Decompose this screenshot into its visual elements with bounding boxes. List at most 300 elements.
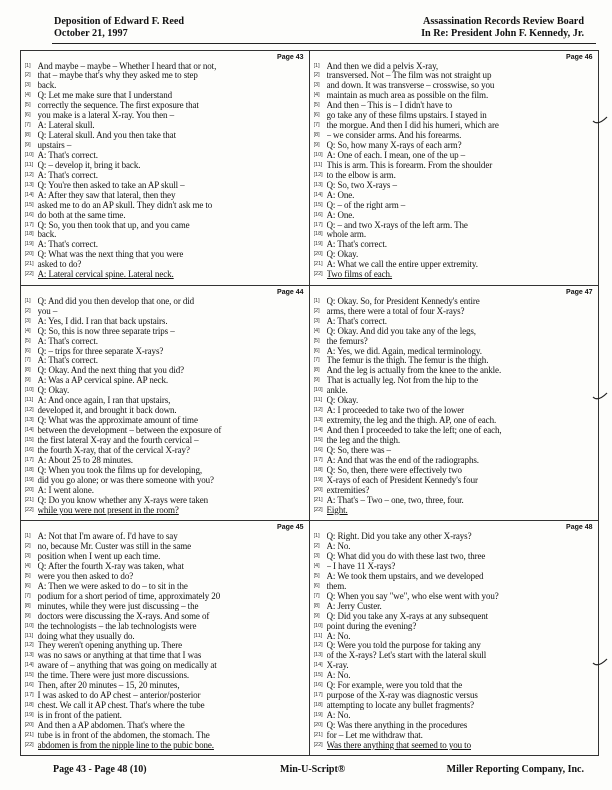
line-number: [12] bbox=[24, 171, 34, 178]
transcript-line bbox=[25, 101, 304, 111]
line-number: [2] bbox=[24, 543, 31, 550]
transcript-line bbox=[314, 661, 593, 671]
line-number: [13] bbox=[313, 417, 323, 424]
transcript-line bbox=[314, 651, 593, 661]
transcript-line bbox=[314, 356, 593, 366]
panel-page-number: Page 45 bbox=[277, 524, 304, 532]
line-number: [19] bbox=[24, 241, 34, 248]
line-number: [18] bbox=[313, 231, 323, 238]
transcript-line bbox=[25, 260, 304, 270]
line-text: A: We took them upstairs, and we developed bbox=[326, 571, 484, 581]
line-text: A: That's correct. bbox=[37, 150, 98, 160]
line-number: [21] bbox=[24, 496, 34, 503]
line-text: Was there anything that seemed to you to bbox=[326, 740, 471, 750]
line-text: abdomen is from the nipple line to the pubic bone. bbox=[37, 740, 214, 750]
footer-company: Miller Reporting Company, Inc. bbox=[446, 764, 584, 775]
line-text: – we consider arms. And his forearms. bbox=[326, 131, 462, 141]
line-text: chest. We call it AP chest. That's where the tube bbox=[37, 701, 205, 711]
line-text: Q: – trips for three separate X-rays? bbox=[37, 346, 164, 356]
line-number: [16] bbox=[24, 211, 34, 218]
transcript-panel bbox=[309, 50, 599, 286]
transcript-line bbox=[314, 260, 593, 270]
transcript-line bbox=[25, 651, 304, 661]
check-mark-icon bbox=[592, 658, 608, 668]
line-text: the femurs? bbox=[326, 336, 368, 346]
line-text: for – Let me withdraw that. bbox=[326, 730, 423, 740]
line-text: arms, there were a total of four X-rays? bbox=[326, 306, 465, 316]
line-text: upstairs – bbox=[37, 141, 72, 150]
line-text: Q: What did you do with these last two, three bbox=[326, 552, 486, 562]
line-number: [21] bbox=[313, 261, 323, 268]
line-text: Q: So, how many X-rays of each arm? bbox=[326, 141, 462, 150]
line-text: A: No. bbox=[326, 542, 351, 552]
line-text: the technologists – the lab technologists were bbox=[37, 621, 197, 631]
line-number: [15] bbox=[24, 672, 34, 679]
line-text: Q: So, there was – bbox=[326, 445, 391, 455]
line-text: extremity, the leg and the thigh. AP, one of each. bbox=[326, 416, 497, 426]
line-text: Eight. bbox=[326, 505, 348, 515]
transcript-line bbox=[314, 121, 593, 131]
line-number: [22] bbox=[313, 506, 323, 513]
line-number: [6] bbox=[24, 347, 31, 354]
line-text: A: After they saw that lateral, then they bbox=[37, 190, 176, 200]
line-number: [7] bbox=[24, 357, 31, 364]
transcript-line bbox=[25, 466, 304, 476]
line-number: [5] bbox=[313, 572, 320, 579]
transcript-panel bbox=[309, 520, 599, 756]
transcript-line bbox=[25, 592, 304, 602]
transcript-line bbox=[25, 562, 304, 572]
line-text: Q: For example, were you told that the bbox=[326, 681, 463, 691]
transcript-line bbox=[25, 542, 304, 552]
transcript-line bbox=[314, 466, 593, 476]
line-text: point during the evening? bbox=[326, 621, 417, 631]
line-text: do both at the same time. bbox=[37, 210, 126, 220]
transcript-line bbox=[25, 111, 304, 121]
check-mark-icon bbox=[592, 116, 608, 126]
line-number: [1] bbox=[24, 297, 31, 304]
case-title: In Re: President John F. Kennedy, Jr. bbox=[421, 28, 584, 39]
transcript-line bbox=[314, 181, 593, 191]
line-number: [17] bbox=[24, 692, 34, 699]
line-text: go take any of these films upstairs. I stayed in bbox=[326, 111, 487, 121]
line-number: [18] bbox=[313, 702, 323, 709]
transcript-line bbox=[25, 691, 304, 701]
transcript-line bbox=[314, 632, 593, 642]
transcript-line bbox=[25, 91, 304, 101]
line-number: [5] bbox=[24, 102, 31, 109]
transcript-line bbox=[25, 506, 304, 516]
line-text: A: What we call the entire upper extremity. bbox=[326, 260, 478, 270]
transcript-line bbox=[314, 562, 593, 572]
line-number: [1] bbox=[313, 533, 320, 540]
line-number: [11] bbox=[313, 632, 323, 639]
line-text: no, because Mr. Custer was still in the same bbox=[37, 542, 192, 552]
transcript-line bbox=[314, 426, 593, 436]
transcript-line bbox=[314, 270, 593, 280]
line-number: [14] bbox=[24, 191, 34, 198]
line-text: That is actually leg. Not from the hip to the bbox=[326, 376, 478, 386]
line-number: [2] bbox=[313, 72, 320, 79]
line-number: [4] bbox=[24, 562, 31, 569]
transcript-line bbox=[25, 71, 304, 81]
transcript-line bbox=[314, 406, 593, 416]
line-text: Q: Lateral skull. And you then take that bbox=[37, 131, 176, 141]
line-text: A: One. bbox=[326, 210, 355, 220]
transcript-line bbox=[314, 711, 593, 721]
line-text: And the leg is actually from the knee to the ankle. bbox=[326, 366, 502, 376]
line-text: Q: When you say "we", who else went with you? bbox=[326, 591, 499, 601]
footer-brand: Min-U-Script® bbox=[280, 764, 346, 775]
transcript-line bbox=[314, 91, 593, 101]
line-text: A: That's correct. bbox=[37, 240, 98, 250]
line-text: while you were not present in the room? bbox=[37, 505, 179, 515]
transcript-line bbox=[314, 396, 593, 406]
header-divider bbox=[52, 43, 596, 44]
line-text: Q: So, you then took that up, and you came bbox=[37, 220, 190, 230]
line-text: maintain as much area as possible on the film. bbox=[326, 91, 489, 101]
panel-page-number: Page 47 bbox=[566, 288, 593, 296]
transcript-line bbox=[25, 230, 304, 240]
line-text: A: Not that I'm aware of. I'd have to say bbox=[37, 532, 178, 542]
deponent-title: Deposition of Edward F. Reed bbox=[54, 16, 185, 27]
transcript-line bbox=[314, 572, 593, 582]
check-mark-icon bbox=[592, 392, 608, 402]
line-number: [20] bbox=[24, 486, 34, 493]
line-text: Q: After the fourth X-ray was taken, what bbox=[37, 561, 184, 571]
transcript-line bbox=[25, 731, 304, 741]
line-number: [3] bbox=[24, 553, 31, 560]
line-text: – I have 11 X-rays? bbox=[326, 561, 396, 571]
transcript-line bbox=[314, 641, 593, 651]
line-text: A: That's – Two – one, two, three, four. bbox=[326, 495, 464, 505]
header-left bbox=[54, 16, 184, 40]
line-number: [14] bbox=[313, 427, 323, 434]
transcript-line bbox=[25, 81, 304, 91]
transcript-line bbox=[25, 62, 304, 72]
line-text: minutes, while they were just discussing – the bbox=[37, 601, 199, 611]
line-number: [18] bbox=[24, 466, 34, 473]
transcript-line bbox=[25, 426, 304, 436]
transcript-line bbox=[314, 436, 593, 446]
transcript-line bbox=[25, 221, 304, 231]
line-text: aware of – anything that was going on medically at bbox=[37, 661, 217, 671]
line-text: whole arm. bbox=[326, 230, 366, 240]
line-number: [11] bbox=[313, 397, 323, 404]
line-text: A: Yes, we did. Again, medical terminology. bbox=[326, 346, 482, 356]
transcript-line bbox=[25, 161, 304, 171]
line-text: Q: Okay. bbox=[37, 386, 70, 396]
line-text: A: That's correct. bbox=[326, 240, 387, 250]
transcript-line bbox=[314, 250, 593, 260]
line-text: you – bbox=[37, 306, 58, 316]
line-number: [16] bbox=[313, 211, 323, 218]
line-number: [8] bbox=[313, 132, 320, 139]
line-number: [10] bbox=[24, 151, 34, 158]
transcript-line bbox=[314, 612, 593, 622]
line-number: [14] bbox=[24, 662, 34, 669]
transcript-panel bbox=[20, 520, 310, 756]
transcript-line bbox=[314, 691, 593, 701]
line-text: Q: So, two X-rays – bbox=[326, 180, 397, 190]
line-number: [8] bbox=[313, 367, 320, 374]
line-number: [9] bbox=[24, 612, 31, 619]
line-text: did you go alone; or was there someone with you? bbox=[37, 475, 214, 485]
line-number: [15] bbox=[313, 201, 323, 208]
line-text: A: Was a AP cervical spine. AP neck. bbox=[37, 376, 169, 386]
panel-page-number: Page 44 bbox=[277, 288, 304, 296]
transcript-line bbox=[314, 622, 593, 632]
transcript-line bbox=[25, 721, 304, 731]
transcript-line bbox=[314, 446, 593, 456]
line-text: attempting to locate any bullet fragments? bbox=[326, 701, 474, 711]
line-text: A: One of each. I mean, one of the up – bbox=[326, 150, 466, 160]
line-number: [6] bbox=[313, 582, 320, 589]
transcript-line bbox=[314, 141, 593, 151]
header-right bbox=[421, 16, 584, 40]
line-number: [8] bbox=[24, 602, 31, 609]
transcript-line bbox=[314, 721, 593, 731]
line-text: Q: Was there anything in the procedures bbox=[326, 720, 468, 730]
line-number: [8] bbox=[24, 367, 31, 374]
transcript-line bbox=[314, 171, 593, 181]
transcript-line bbox=[25, 602, 304, 612]
transcript-line bbox=[314, 151, 593, 161]
transcript-line bbox=[25, 376, 304, 386]
line-text: And then we did a pelvis X-ray, bbox=[326, 61, 439, 71]
line-text: A: No. bbox=[326, 631, 351, 641]
line-number: [16] bbox=[24, 682, 34, 689]
line-number: [9] bbox=[24, 142, 31, 148]
line-number: [19] bbox=[24, 476, 34, 483]
line-text: X-ray. bbox=[326, 661, 349, 671]
line-number: [7] bbox=[24, 122, 31, 129]
transcript-line bbox=[314, 376, 593, 386]
transcript-line bbox=[314, 582, 593, 592]
transcript-line bbox=[25, 711, 304, 721]
transcript-line bbox=[25, 661, 304, 671]
line-text: back. bbox=[37, 81, 57, 91]
transcript-line bbox=[314, 191, 593, 201]
transcript-line bbox=[25, 327, 304, 337]
line-text: extremities? bbox=[326, 485, 370, 495]
transcript-line bbox=[314, 671, 593, 681]
line-number: [10] bbox=[313, 387, 323, 394]
line-text: A: One. bbox=[326, 190, 355, 200]
line-number: [13] bbox=[313, 652, 323, 659]
line-text: A: Then we were asked to do – to sit in the bbox=[37, 581, 188, 591]
line-text: the leg and the thigh. bbox=[326, 435, 401, 445]
transcript-line bbox=[25, 741, 304, 751]
line-text: Q: So, this is now three separate trips – bbox=[37, 326, 175, 336]
line-number: [14] bbox=[24, 427, 34, 434]
line-number: [3] bbox=[24, 82, 31, 89]
line-number: [11] bbox=[24, 397, 34, 404]
line-number: [11] bbox=[24, 161, 34, 168]
transcript-line bbox=[25, 406, 304, 416]
line-text: Q: Did you take any X-rays at any subsequent bbox=[326, 611, 489, 621]
line-number: [19] bbox=[24, 712, 34, 719]
line-text: Q: Okay. So, for President Kennedy's entire bbox=[326, 296, 480, 306]
line-text: purpose of the X-ray was diagnostic versus bbox=[326, 691, 478, 701]
line-text: podium for a short period of time, approximately 20 bbox=[37, 591, 221, 601]
transcript-line bbox=[314, 681, 593, 691]
line-number: [15] bbox=[24, 201, 34, 208]
line-number: [20] bbox=[313, 486, 323, 493]
line-number: [2] bbox=[313, 543, 320, 550]
line-text: Q: Right. Did you take any other X-rays? bbox=[326, 532, 472, 542]
transcript-line bbox=[314, 81, 593, 91]
line-number: [15] bbox=[313, 436, 323, 443]
line-text: A: I proceeded to take two of the lower bbox=[326, 406, 465, 416]
line-number: [22] bbox=[313, 271, 323, 278]
line-number: [6] bbox=[313, 347, 320, 354]
line-number: [6] bbox=[313, 112, 320, 119]
line-number: [9] bbox=[24, 377, 31, 384]
line-number: [14] bbox=[313, 191, 323, 198]
transcript-line bbox=[25, 151, 304, 161]
line-text: Two films of each. bbox=[326, 270, 393, 280]
line-text: that – maybe that's why they asked me to step bbox=[37, 71, 198, 81]
line-number: [22] bbox=[24, 741, 34, 748]
transcript-line bbox=[25, 201, 304, 211]
line-number: [1] bbox=[24, 62, 31, 69]
line-number: [5] bbox=[313, 337, 320, 344]
line-text: Q: So, then, there were effectively two bbox=[326, 465, 462, 475]
transcript-line bbox=[25, 297, 304, 307]
line-text: Q: And did you then develop that one, or did bbox=[37, 296, 195, 306]
transcript-line bbox=[314, 741, 593, 751]
transcript-line bbox=[314, 386, 593, 396]
transcript-line bbox=[25, 191, 304, 201]
transcript-line bbox=[25, 671, 304, 681]
line-number: [1] bbox=[313, 62, 320, 69]
line-number: [4] bbox=[313, 562, 320, 569]
line-text: A: That's correct. bbox=[37, 336, 98, 346]
transcript-line bbox=[25, 211, 304, 221]
line-number: [21] bbox=[24, 731, 34, 738]
line-number: [4] bbox=[24, 92, 31, 99]
line-number: [7] bbox=[313, 357, 320, 364]
line-text: the morgue. And then I did his humeri, which are bbox=[326, 121, 499, 131]
transcript-line bbox=[314, 101, 593, 111]
line-text: ankle. bbox=[326, 386, 348, 396]
transcript-line bbox=[314, 552, 593, 562]
transcript-line bbox=[25, 496, 304, 506]
transcript-line bbox=[25, 632, 304, 642]
transcript-line bbox=[25, 446, 304, 456]
line-text: Q: When you took the films up for developing, bbox=[37, 465, 203, 475]
line-text: between the development – between the exposure of bbox=[37, 426, 222, 436]
line-number: [17] bbox=[313, 221, 323, 228]
line-number: [4] bbox=[24, 327, 31, 334]
line-text: Q: You're then asked to take an AP skull – bbox=[37, 180, 185, 190]
line-number: [18] bbox=[313, 466, 323, 473]
line-text: Q: Do you know whether any X-rays were taken bbox=[37, 495, 209, 505]
transcript-line bbox=[314, 297, 593, 307]
line-text: is in front of the patient. bbox=[37, 711, 122, 721]
line-number: [3] bbox=[313, 82, 320, 89]
line-text: I was asked to do AP chest – anterior/posterior bbox=[37, 691, 201, 701]
transcript-line bbox=[314, 62, 593, 72]
line-number: [20] bbox=[313, 251, 323, 258]
transcript-line bbox=[25, 240, 304, 250]
footer-page-range: Page 43 - Page 48 (10) bbox=[53, 764, 147, 775]
line-text: Q: – of the right arm – bbox=[326, 200, 406, 210]
transcript-line bbox=[25, 181, 304, 191]
line-text: position when I went up each time. bbox=[37, 552, 161, 562]
line-number: [1] bbox=[24, 533, 31, 540]
line-number: [12] bbox=[24, 642, 34, 649]
line-number: [3] bbox=[313, 317, 320, 324]
line-number: [5] bbox=[24, 572, 31, 579]
line-text: Q: Were you told the purpose for taking any bbox=[326, 641, 481, 651]
line-number: [22] bbox=[24, 271, 34, 278]
line-text: Q: Let me make sure that I understand bbox=[37, 91, 173, 101]
transcript-line bbox=[314, 416, 593, 426]
transcript-line bbox=[25, 622, 304, 632]
transcript-panel bbox=[20, 285, 310, 521]
line-number: [16] bbox=[313, 682, 323, 689]
line-text: the first lateral X-ray and the fourth cervical – bbox=[37, 435, 199, 445]
transcript-line bbox=[25, 337, 304, 347]
line-text: asked me to do an AP skull. They didn't ask me to bbox=[37, 200, 213, 210]
line-text: the time. There were just more discussions. bbox=[37, 671, 189, 681]
line-text: A: No. bbox=[326, 711, 351, 721]
line-number: [20] bbox=[313, 721, 323, 728]
transcript-line bbox=[25, 317, 304, 327]
line-text: A: That's correct. bbox=[37, 356, 98, 366]
transcript-line bbox=[25, 270, 304, 280]
line-number: [20] bbox=[24, 251, 34, 258]
transcript-line bbox=[314, 230, 593, 240]
line-number: [20] bbox=[24, 721, 34, 728]
line-number: [19] bbox=[313, 476, 323, 483]
line-number: [17] bbox=[313, 692, 323, 699]
line-text: And then a AP abdomen. That's where the bbox=[37, 720, 185, 730]
transcript-line bbox=[25, 476, 304, 486]
line-text: you make is a lateral X-ray. You then – bbox=[37, 111, 174, 121]
transcript-line bbox=[314, 211, 593, 221]
line-number: [21] bbox=[313, 731, 323, 738]
transcript-line bbox=[25, 612, 304, 622]
transcript-line bbox=[25, 141, 304, 151]
transcript-line bbox=[25, 121, 304, 131]
line-text: A: Yes, I did. I ran that back upstairs. bbox=[37, 316, 168, 326]
line-text: to the elbow is arm. bbox=[326, 170, 396, 180]
transcript-line bbox=[25, 250, 304, 260]
transcript-line bbox=[25, 701, 304, 711]
line-number: [5] bbox=[313, 102, 320, 109]
line-number: [10] bbox=[24, 387, 34, 394]
transcript-line bbox=[314, 221, 593, 231]
line-number: [17] bbox=[313, 456, 323, 463]
line-number: [13] bbox=[24, 181, 34, 188]
line-number: [12] bbox=[24, 407, 34, 414]
line-text: A: Jerry Custer. bbox=[326, 601, 382, 611]
transcript-line bbox=[25, 386, 304, 396]
line-number: [10] bbox=[24, 622, 34, 629]
line-text: correctly the sequence. The first exposure that bbox=[37, 101, 199, 111]
panel-page-number: Page 48 bbox=[566, 524, 593, 532]
transcript-line bbox=[25, 486, 304, 496]
transcript-line bbox=[314, 161, 593, 171]
line-text: was no saws or anything at that time that I was bbox=[37, 651, 202, 661]
line-number: [2] bbox=[313, 307, 320, 314]
line-text: asked to do? bbox=[37, 260, 82, 270]
line-text: A: About 25 to 28 minutes. bbox=[37, 455, 133, 465]
line-text: transversed. Not – The film was not straight up bbox=[326, 71, 492, 81]
